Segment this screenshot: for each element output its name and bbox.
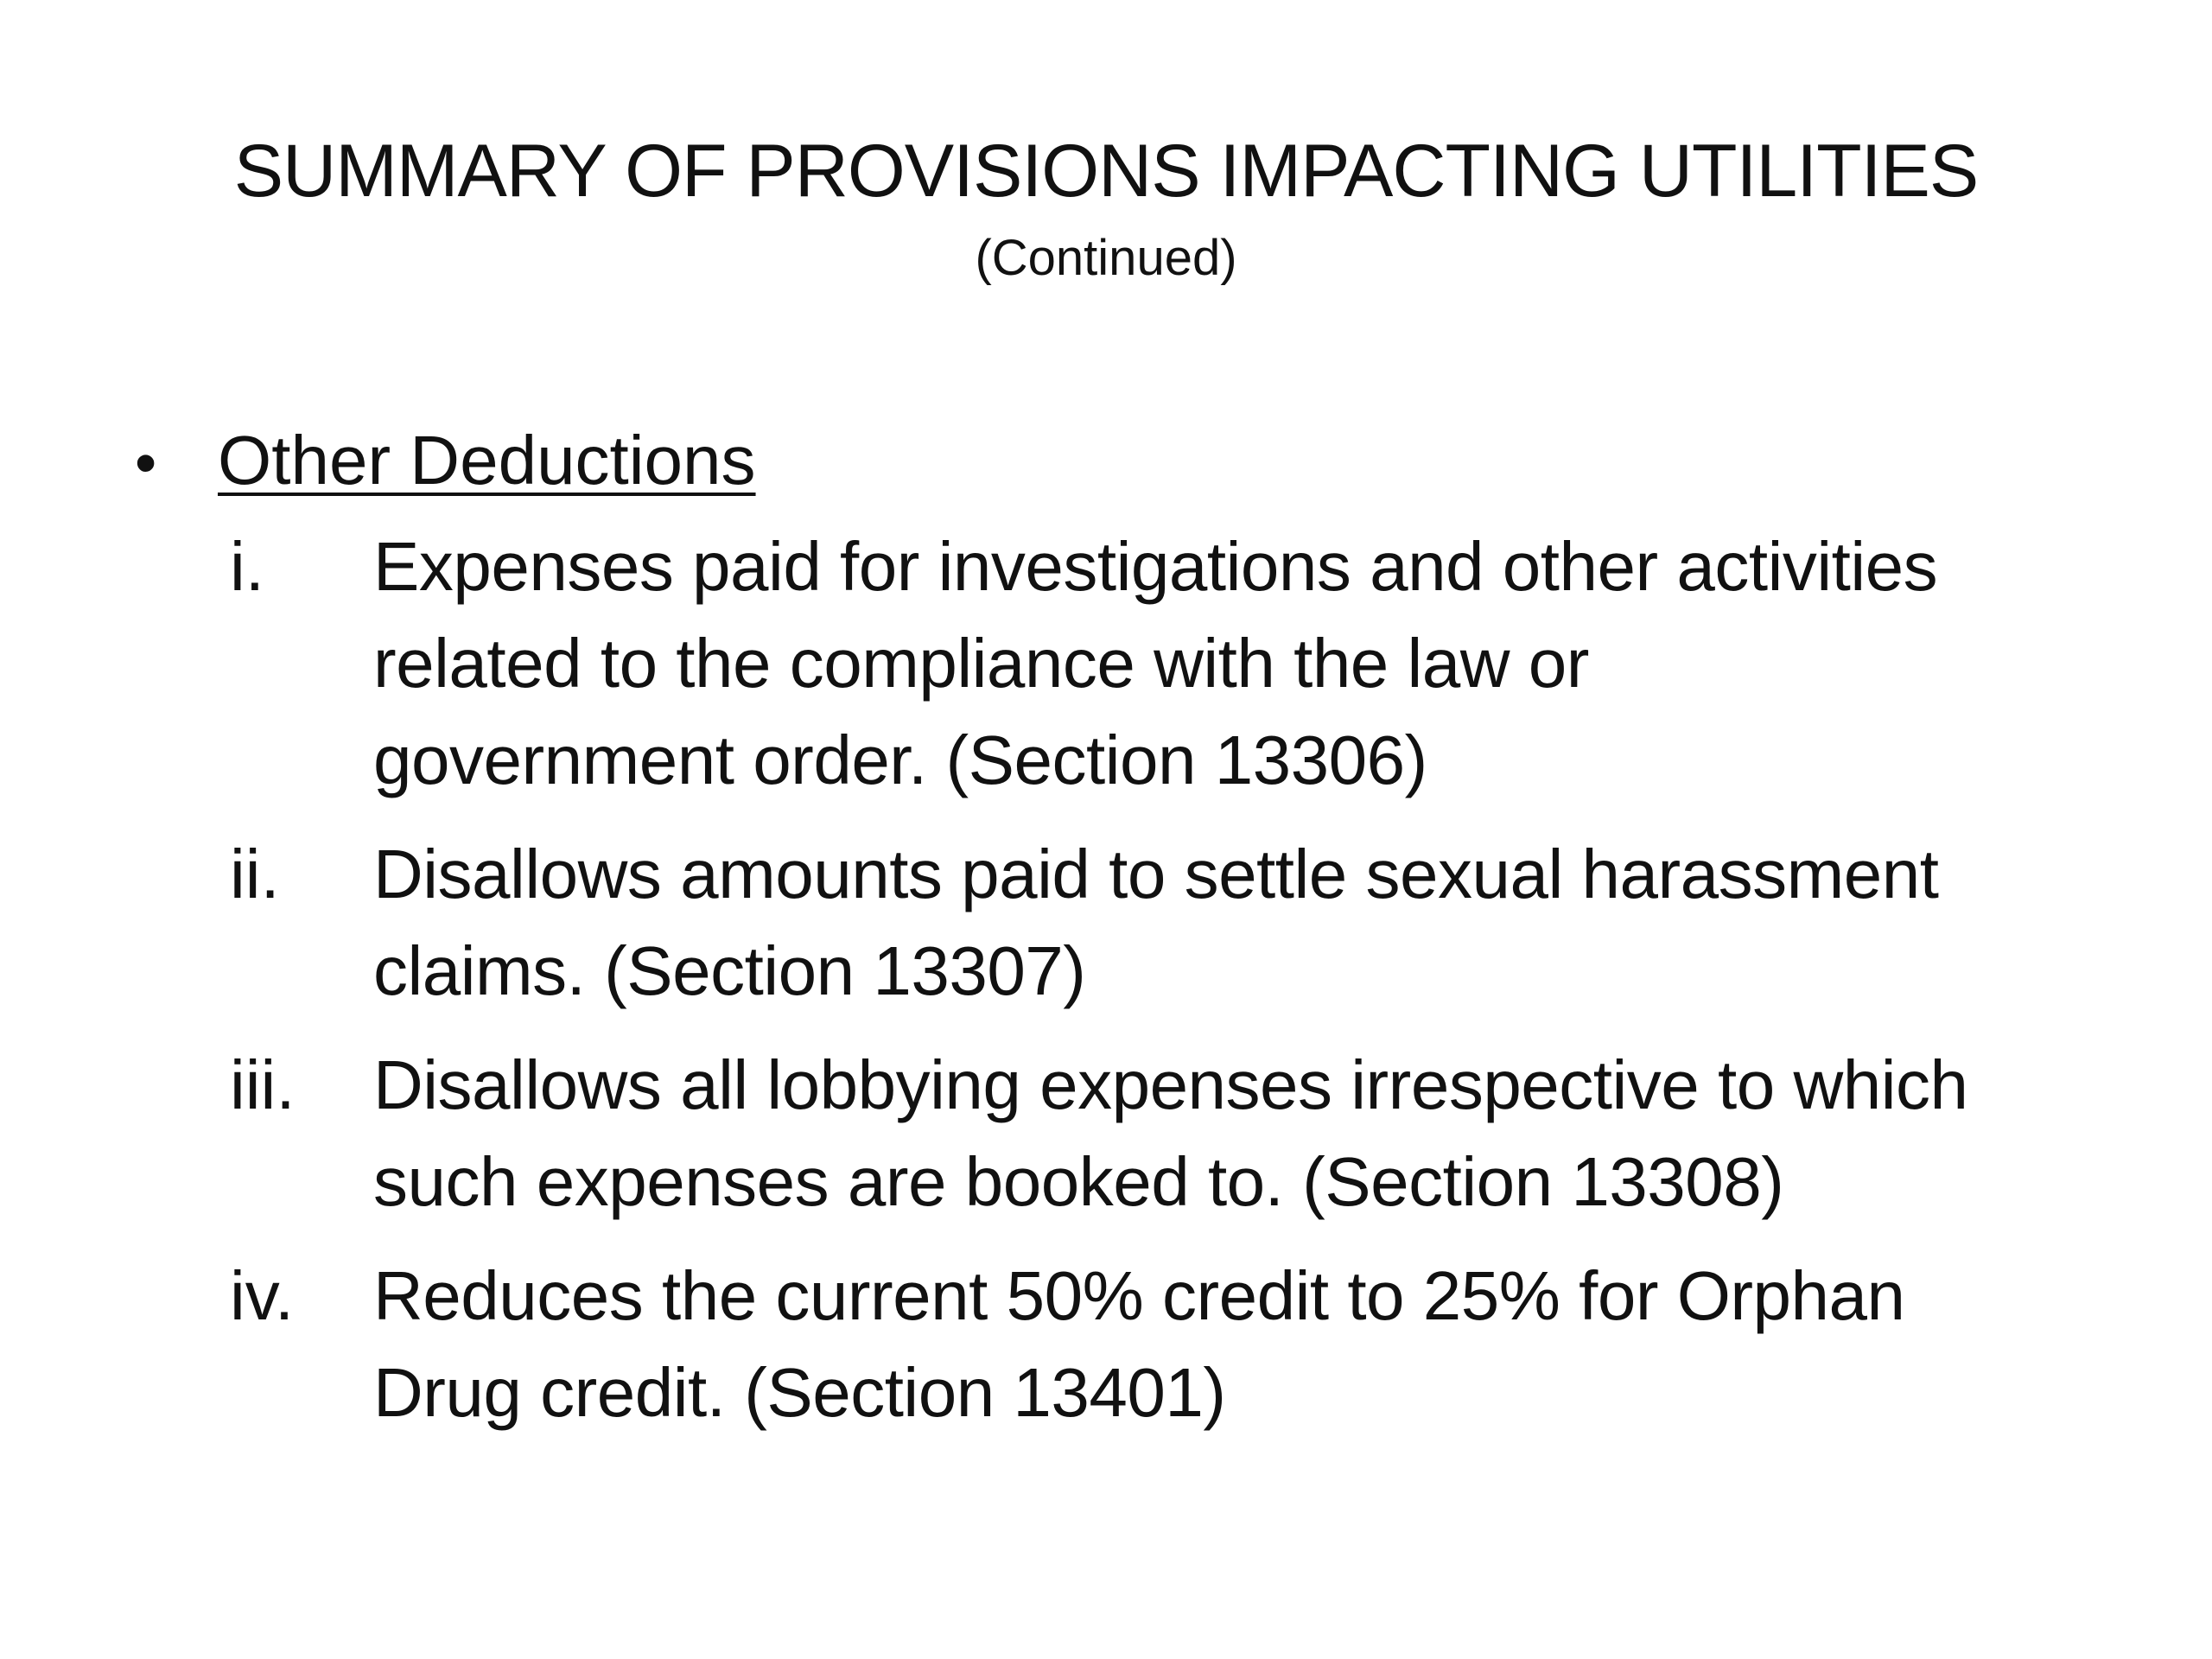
list-item-line: claims. (Section 13307)	[373, 932, 1086, 1009]
list-item-line: Drug credit. (Section 13401)	[373, 1354, 1226, 1431]
list-item-number: ii.	[230, 836, 280, 912]
list-item-line: government order. (Section 13306)	[373, 721, 1427, 798]
list-item-line: related to the compliance with the law or	[373, 625, 1589, 702]
bullet-dot-icon: •	[135, 429, 157, 498]
bullet-heading: Other Deductions	[218, 422, 756, 499]
list-item-text	[373, 518, 2101, 809]
list-item	[230, 1248, 2131, 1441]
list-item	[230, 518, 2131, 809]
slide-title: SUMMARY OF PROVISIONS IMPACTING UTILITIES	[233, 130, 1979, 213]
list-item-number: i.	[230, 528, 264, 605]
list-item-text	[373, 1248, 2101, 1441]
deduction-list	[230, 518, 2131, 1441]
list-item-text	[373, 1037, 2101, 1230]
list-item-line: Disallows amounts paid to settle sexual harassment	[373, 836, 1939, 912]
slide-subtitle: (Continued)	[975, 230, 1237, 286]
list-item-line: such expenses are booked to. (Section 13308)	[373, 1143, 1784, 1220]
bullet-other-deductions	[135, 413, 756, 508]
list-item-number: iv.	[230, 1257, 295, 1334]
list-item	[230, 1037, 2131, 1230]
list-item-line: Reduces the current 50% credit to 25% for Orphan	[373, 1257, 1905, 1334]
list-item	[230, 826, 2131, 1020]
list-item-number: iii.	[230, 1046, 296, 1123]
list-item-text	[373, 826, 2101, 1020]
list-item-line: Disallows all lobbying expenses irrespective to which	[373, 1046, 1968, 1123]
list-item-line: Expenses paid for investigations and other activities	[373, 528, 1938, 605]
